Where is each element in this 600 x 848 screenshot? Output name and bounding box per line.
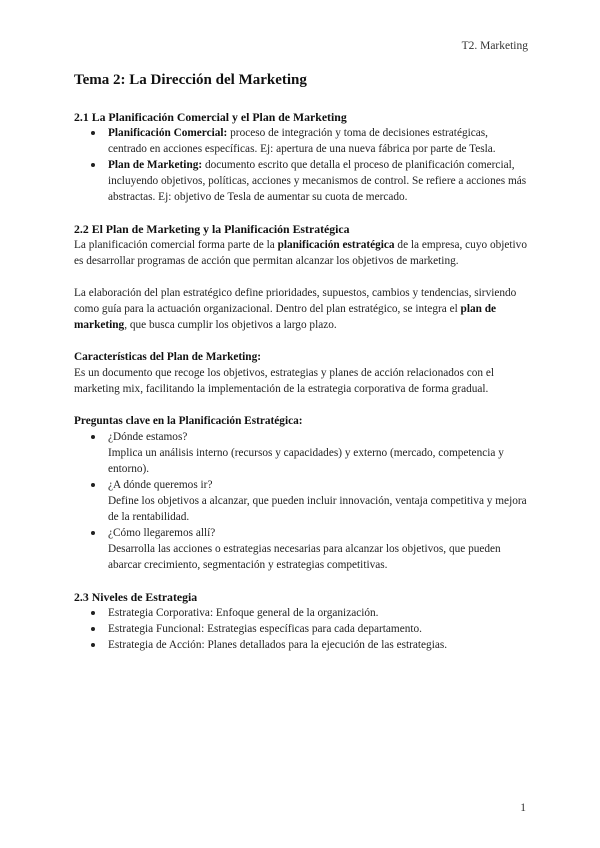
list-item <box>74 477 528 525</box>
list-item <box>74 157 528 205</box>
answer: Define los objetivos a alcanzar, que pueden incluir innovación, ventaja competitiva y mejora de la rentabilidad. <box>108 495 527 523</box>
definition-list <box>74 125 528 205</box>
question: ¿Dónde estamos? <box>108 431 188 443</box>
list-item <box>74 429 528 477</box>
definition-text: proceso de integración y toma de decisiones estratégicas, centrado en acciones específicas. Ej: apertura de una nueva fábrica por parte de Tesla. <box>108 127 496 155</box>
subheading-questions: Preguntas clave en la Planificación Estratégica: <box>74 415 303 427</box>
section-heading-2-2: 2.2 El Plan de Marketing y la Planificación Estratégica <box>74 222 350 236</box>
list-item: Estrategia Funcional: Estrategias específicas para cada departamento. <box>74 621 528 637</box>
page-number: 1 <box>520 802 526 814</box>
question: ¿Cómo llegaremos allí? <box>108 527 216 539</box>
answer: Desarrolla las acciones o estrategias necesarias para alcanzar los objetivos, que pueden abarcar crecimiento, segmentación y estrategias competitivas. <box>108 543 501 571</box>
subheading-features: Características del Plan de Marketing: <box>74 351 261 363</box>
questions-list <box>74 429 528 573</box>
paragraph: La planificación comercial forma parte de la planificación estratégica de la empresa, cuyo objetivo es desarrollar programas de acción que permitan alcanzar los objetivos de marketing. <box>74 239 527 267</box>
answer: Implica un análisis interno (recursos y capacidades) y externo (mercado, competencia y entorno). <box>108 447 504 475</box>
question: ¿A dónde queremos ir? <box>108 479 213 491</box>
definition-text: documento escrito que detalla el proceso de planificación comercial, incluyendo objetivos, políticas, acciones y mecanismos de control. Se refiere a acciones más abstractas. Ej: objetivo de Tesla de aumentar su cuota de mercado. <box>108 159 527 203</box>
paragraph: La elaboración del plan estratégico define prioridades, supuestos, cambios y tendencias, sirviendo como guía para la actuación organizacional. Dentro del plan estratégico, se integra el plan de marketing, que busca cumplir los objetivos a largo plazo. <box>74 287 517 331</box>
term: Plan de Marketing: <box>108 159 203 171</box>
page-title: Tema 2: La Dirección del Marketing <box>74 72 307 88</box>
paragraph: Es un documento que recoge los objetivos, estrategias y planes de acción relacionados con el marketing mix, facilitando la implementación de la estrategia corporativa de forma gradual. <box>74 367 495 395</box>
section-heading-2-1: 2.1 La Planificación Comercial y el Plan de Marketing <box>74 110 347 124</box>
document-body <box>74 70 528 653</box>
strategy-levels-list <box>74 605 528 653</box>
section-heading-2-3: 2.3 Niveles de Estrategia <box>74 590 198 604</box>
list-item <box>74 125 528 157</box>
list-item <box>74 525 528 573</box>
list-item: Estrategia Corporativa: Enfoque general de la organización. <box>74 605 528 621</box>
list-item: Estrategia de Acción: Planes detallados para la ejecución de las estrategias. <box>74 637 528 653</box>
running-header: T2. Marketing <box>461 40 528 52</box>
term: Planificación Comercial: <box>108 127 228 139</box>
